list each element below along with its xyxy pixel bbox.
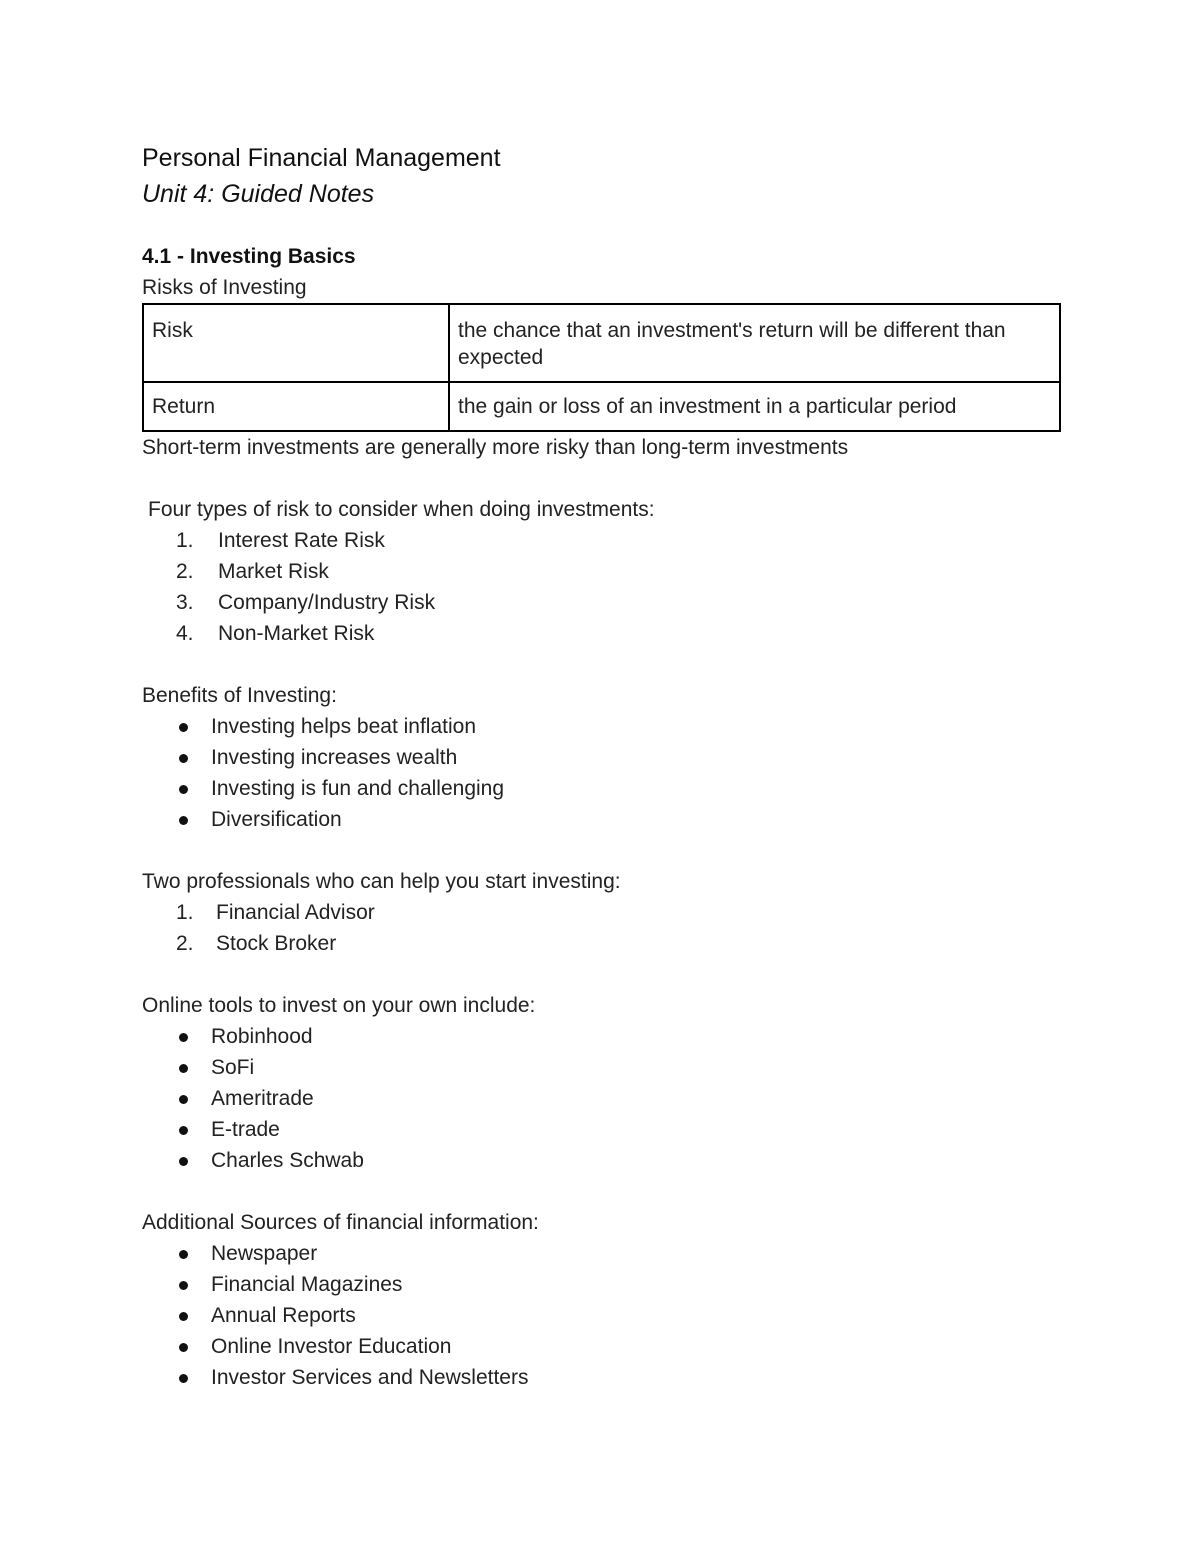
risk-return-table (142, 303, 1061, 432)
table-term-cell: Risk (143, 304, 449, 382)
list-number: 2. (176, 932, 194, 955)
professionals-list (142, 897, 1062, 959)
list-text: Company/Industry Risk (218, 591, 436, 614)
bullet-icon (179, 816, 188, 825)
bullet-icon (179, 1033, 188, 1042)
bullet-icon (179, 1374, 188, 1383)
list-item: Newspaper (142, 1238, 1062, 1269)
benefits-list (142, 711, 1062, 835)
list-text: Non-Market Risk (218, 622, 375, 645)
bullet-icon (179, 1157, 188, 1166)
list-number: 4. (176, 622, 194, 645)
section-heading: 4.1 - Investing Basics (142, 245, 356, 268)
bullet-icon (179, 1095, 188, 1104)
list-item: Ameritrade (142, 1083, 1062, 1114)
list-text: Interest Rate Risk (218, 529, 385, 552)
risks-label: Risks of Investing (142, 276, 307, 299)
list-number: 2. (176, 560, 194, 583)
list-item: Annual Reports (142, 1300, 1062, 1331)
table-row (143, 382, 1060, 431)
short-term-note: Short-term investments are generally more risky than long-term investments (142, 436, 849, 459)
online-tools-label: Online tools to invest on your own include: (142, 994, 536, 1017)
list-item: Investor Services and Newsletters (142, 1362, 1062, 1393)
list-text: Financial Advisor (216, 901, 375, 924)
bullet-icon (179, 723, 188, 732)
document-title: Personal Financial Management (142, 144, 501, 172)
list-number: 3. (176, 591, 194, 614)
bullet-icon (179, 1250, 188, 1259)
list-item: Diversification (142, 804, 1062, 835)
online-tools-list (142, 1021, 1062, 1176)
bullet-icon (179, 1343, 188, 1352)
bullet-icon (179, 1281, 188, 1290)
table-term-cell: Return (143, 382, 449, 431)
list-item (142, 525, 1062, 556)
risk-types-label: Four types of risk to consider when doing investments: (148, 498, 655, 521)
list-item (142, 618, 1062, 649)
list-item: Investing is fun and challenging (142, 773, 1062, 804)
list-item (142, 928, 1062, 959)
list-item: Investing helps beat inflation (142, 711, 1062, 742)
bullet-icon (179, 1312, 188, 1321)
list-number: 1. (176, 901, 194, 924)
list-item: Robinhood (142, 1021, 1062, 1052)
list-item: Financial Magazines (142, 1269, 1062, 1300)
document-page (142, 140, 1062, 1393)
table-row (143, 304, 1060, 382)
list-item: Online Investor Education (142, 1331, 1062, 1362)
sources-label: Additional Sources of financial information: (142, 1211, 539, 1234)
risk-types-list (142, 525, 1062, 649)
list-item (142, 556, 1062, 587)
list-item: SoFi (142, 1052, 1062, 1083)
benefits-label: Benefits of Investing: (142, 684, 337, 707)
list-item: E-trade (142, 1114, 1062, 1145)
table-definition-cell: the gain or loss of an investment in a particular period (449, 382, 1060, 431)
list-item (142, 897, 1062, 928)
table-definition-cell: the chance that an investment's return will be different than expected (449, 304, 1060, 382)
bullet-icon (179, 1064, 188, 1073)
list-number: 1. (176, 529, 194, 552)
list-item (142, 587, 1062, 618)
list-text: Stock Broker (216, 932, 337, 955)
bullet-icon (179, 754, 188, 763)
document-subtitle: Unit 4: Guided Notes (142, 180, 375, 208)
list-item: Charles Schwab (142, 1145, 1062, 1176)
professionals-label: Two professionals who can help you start investing: (142, 870, 621, 893)
list-item: Investing increases wealth (142, 742, 1062, 773)
bullet-icon (179, 1126, 188, 1135)
list-text: Market Risk (218, 560, 329, 583)
bullet-icon (179, 785, 188, 794)
sources-list (142, 1238, 1062, 1393)
